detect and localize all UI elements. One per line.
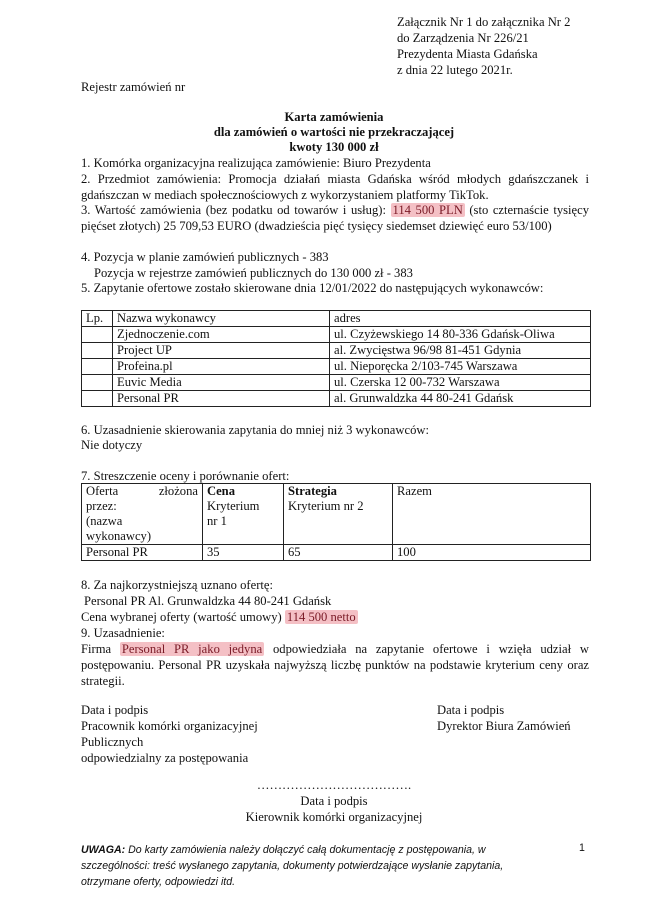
header-text: Kryterium nr 2 (288, 499, 364, 513)
table-cell: Profeina.pl (113, 359, 330, 375)
item-1: 1. Komórka organizacyjna realizująca zamówienie: Biuro Prezydenta (81, 156, 431, 170)
header-line: Załącznik Nr 1 do załącznika Nr 2 (397, 15, 571, 29)
table-cell (82, 359, 113, 375)
item-8-price (81, 609, 358, 625)
header-line: do Zarządzenia Nr 226/21 (397, 31, 529, 45)
table-cell (82, 343, 113, 359)
signature-line: odpowiedzialny za postępowania (81, 751, 249, 765)
table-cell (82, 327, 113, 343)
title-line: Karta zamówienia (284, 110, 384, 124)
header-line: Prezydenta Miasta Gdańska (397, 47, 538, 61)
table-cell: ul. Nieporęcka 2/103-745 Warszawa (330, 359, 591, 375)
table-row (82, 343, 591, 359)
attachment-header (397, 14, 570, 78)
signature-line: Dyrektor Biura Zamówień (437, 719, 571, 733)
table-cell (82, 391, 113, 407)
table-cell: Project UP (113, 343, 330, 359)
table-cell: 35 (203, 545, 284, 561)
table-row (82, 375, 591, 391)
item-7: 7. Streszczenie oceny i porównanie ofert: (81, 469, 290, 483)
contractors-table (81, 310, 591, 407)
header-cell: Nazwa wykonawcy (113, 311, 330, 327)
table-cell: 65 (284, 545, 393, 561)
evaluation-table (81, 483, 591, 561)
item-9: 9. Uzasadnienie: (81, 626, 165, 640)
title-line: kwoty 130 000 zł (289, 140, 379, 154)
table-row (82, 327, 591, 343)
document-title (0, 110, 668, 155)
header-text: przez: (86, 499, 117, 513)
title-line: dla zamówień o wartości nie przekraczającej (213, 125, 455, 139)
table-cell: Personal PR (82, 545, 203, 561)
header-text: Cena (207, 484, 235, 498)
header-text: złożona (158, 484, 198, 498)
table-cell: ul. Czerska 12 00-732 Warszawa (330, 375, 591, 391)
signature-line: Data i podpis (81, 703, 149, 717)
header-line: z dnia 22 lutego 2021r. (397, 63, 513, 77)
table-header-row (82, 484, 591, 545)
header-text: Oferta (86, 484, 119, 498)
table-cell: Personal PR (113, 391, 330, 407)
price-header-cell (203, 484, 284, 545)
header-cell: adres (330, 311, 591, 327)
justification-prefix: Firma (81, 642, 120, 656)
table-cell: 100 (393, 545, 591, 561)
header-text: wykonawcy) (86, 529, 152, 543)
signature-center (0, 777, 668, 825)
page-number: 1 (579, 842, 585, 854)
item-9-text (81, 641, 589, 689)
signature-left (81, 702, 258, 766)
table-cell: ul. Czyżewskiego 14 80-336 Gdańsk-Oliwa (330, 327, 591, 343)
item-3 (81, 202, 589, 234)
table-cell: Zjednoczenie.com (113, 327, 330, 343)
item-4-register: Pozycja w rejestrze zamówień publicznych do 130 000 zł - 383 (94, 266, 413, 280)
item-6-answer: Nie dotyczy (81, 438, 143, 452)
signature-line: Data i podpis (437, 703, 505, 717)
offer-header-cell (82, 484, 203, 545)
amount-pln-highlight: 114 500 PLN (392, 203, 463, 217)
signature-dots: ………………………………. (256, 778, 412, 792)
price-label: Cena wybranej oferty (wartość umowy) (81, 610, 285, 624)
header-text: nr 1 (207, 514, 227, 528)
register-label: Rejestr zamówień nr (81, 80, 186, 94)
signature-line: Publicznych (81, 735, 144, 749)
table-cell: Euvic Media (113, 375, 330, 391)
item-6: 6. Uzasadnienie skierowania zapytania do mniej niż 3 wykonawców: (81, 423, 429, 437)
header-cell: Lp. (82, 311, 113, 327)
header-text: (nazwa (86, 514, 123, 528)
sole-bidder-highlight: Personal PR jako jedyna (121, 642, 263, 656)
table-header-row (82, 311, 591, 327)
item-3-prefix: 3. Wartość zamówienia (bez podatku od towarów i usług): (81, 203, 391, 217)
item-8: 8. Za najkorzystniejszą uznano ofertę: (81, 578, 273, 592)
signature-right (437, 702, 571, 734)
item-2: 2. Przedmiot zamówienia: Promocja działań miasta Gdańska wśród młodych gdańszczanek i gdańszczan w mediach społecznościowych z wykorzystaniem platformy TikTok. (81, 172, 589, 202)
contract-value-highlight: 114 500 netto (286, 610, 356, 624)
header-text: Strategia (288, 484, 337, 498)
item-3-suffix: (sto czternaście tysięcy pięćset złotych) 25 709,53 EURO (dwadzieścia pięć tysięcy siedemset dziewięć euro 53/100) (81, 203, 590, 233)
signature-line: Kierownik komórki organizacyjnej (245, 810, 423, 824)
table-row (82, 545, 591, 561)
table-cell: al. Zwycięstwa 96/98 81-451 Gdynia (330, 343, 591, 359)
footer-note (81, 842, 551, 890)
signature-line: Pracownik komórki organizacyjnej (81, 719, 258, 733)
table-row (82, 359, 591, 375)
item-8-contractor: Personal PR Al. Grunwaldzka 44 80-241 Gdańsk (84, 594, 332, 608)
item-5: 5. Zapytanie ofertowe zostało skierowane dnia 12/01/2022 do następujących wykonawców: (81, 281, 544, 295)
justification-suffix: odpowiedziała na zapytanie ofertowe i wzięła udział w postępowaniu. Personal PR uzyskała najwyższą liczbę punktów na podstawie kryterium ceny oraz strategii. (81, 642, 589, 688)
signature-line: Data i podpis (300, 794, 368, 808)
strategy-header-cell (284, 484, 393, 545)
table-cell (82, 375, 113, 391)
footer-text: Do karty zamówienia należy dołączyć całą dokumentację z postępowania, w szczególności: treść wysłanego zapytania, dokumenty potwierdzające wysłanie zapytania, otrzymane oferty, odpowiedzi itd. (81, 844, 504, 888)
footer-label: UWAGA: (81, 844, 126, 856)
total-header-cell: Razem (393, 484, 591, 545)
header-text: Kryterium (207, 499, 260, 513)
table-row (82, 391, 591, 407)
table-cell: al. Grunwaldzka 44 80-241 Gdańsk (330, 391, 591, 407)
item-4-plan: 4. Pozycja w planie zamówień publicznych - 383 (81, 250, 329, 264)
